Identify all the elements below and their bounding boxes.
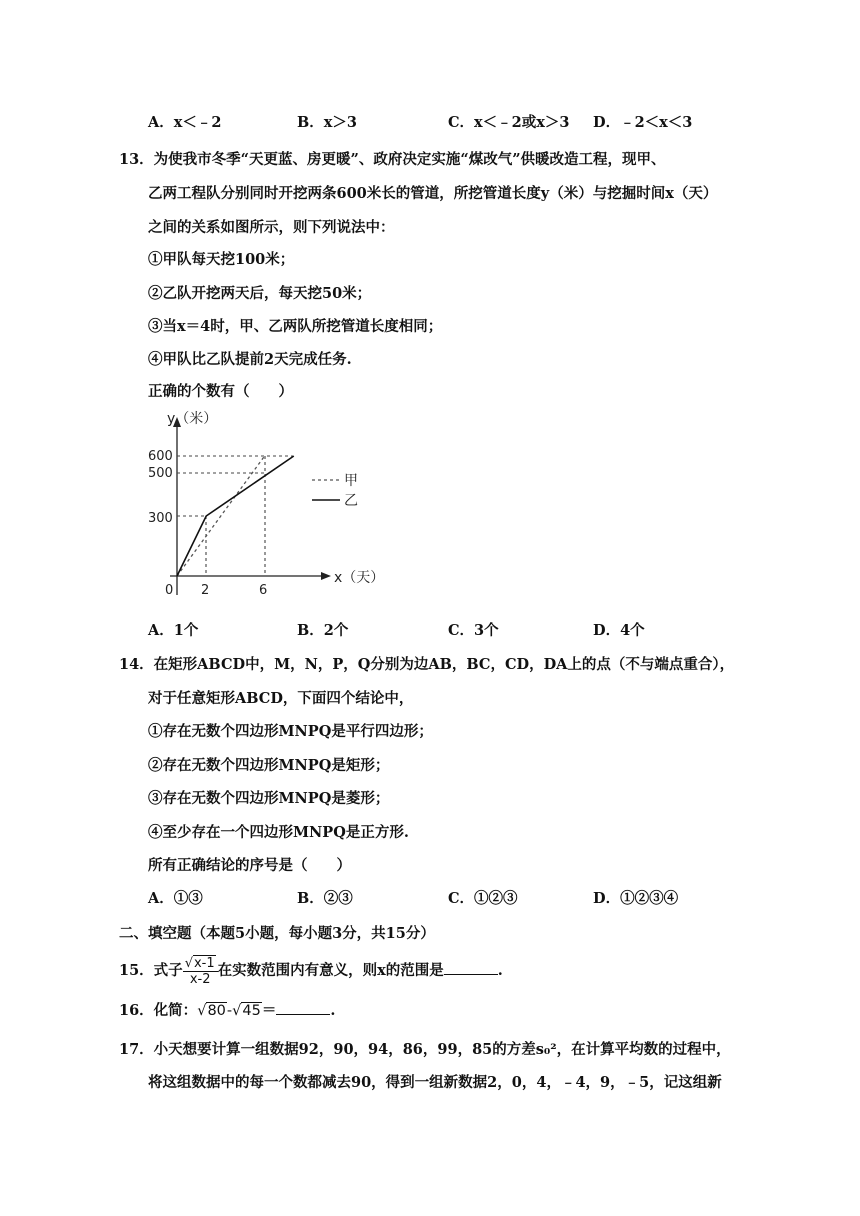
q13-ask: 正确的个数有（ ） (148, 383, 293, 400)
q15-end: . (497, 962, 503, 979)
q14-ask: 所有正确结论的序号是（ ） (148, 857, 351, 874)
q16-equals: ＝ (261, 1002, 277, 1019)
q16-radicand-b: 45 (242, 1003, 261, 1019)
q13-graph (140, 405, 400, 605)
q15-numerator: x-1 (193, 955, 215, 971)
graph-origin: 0 (165, 583, 174, 598)
q14-stem-line1: 14．在矩形ABCD中，M，N，P，Q分别为边AB，BC，CD，DA上的点（不与端点重合）， (119, 656, 735, 673)
legend-jia-label: 甲 (344, 473, 358, 489)
graph-ytick-300: 300 (148, 511, 173, 526)
q13-stem-line2: 乙两工程队分别同时开挖两条600米长的管道，所挖管道长度y（米）与挖掘时间x（天） (148, 185, 718, 202)
q13-option-a: A．1个 (148, 622, 199, 639)
q13-statement-3: ③当x＝4时，甲、乙两队所挖管道长度相同； (148, 318, 443, 335)
graph-xtick-6: 6 (259, 583, 268, 598)
q14-statement-1: ①存在无数个四边形MNPQ是平行四边形； (148, 723, 433, 740)
q13-statement-4: ④甲队比乙队提前2天完成任务. (148, 351, 352, 368)
q13-statement-1: ①甲队每天挖100米； (148, 251, 295, 268)
q15-text: 在实数范围内有意义，则x的范围是 (217, 962, 444, 979)
graph-ytick-500: 500 (148, 466, 173, 481)
q13-option-b: B．2个 (297, 622, 349, 639)
q15-answer-blank (444, 960, 498, 975)
q15-prefix: 15．式子 (119, 962, 183, 979)
q15-fraction: $\frac{√x-1}{x-2}$ (183, 956, 218, 987)
q16-minus: - (226, 1003, 233, 1019)
q17-stem-line1: 17．小天想要计算一组数据92，90，94，86，99，85的方差s₀²，在计算平均数的过程中， (119, 1041, 731, 1058)
legend-yi-label: 乙 (344, 493, 358, 509)
q12-option-a: A．x＜﹣2 (148, 114, 222, 131)
q13-option-c: C．3个 (448, 622, 499, 639)
section-fill-in-title: 二、填空题（本题5小题，每小题3分，共15分） (119, 925, 435, 942)
q16-prefix: 16．化简： (119, 1002, 198, 1019)
q14-statement-3: ③存在无数个四边形MNPQ是菱形； (148, 790, 390, 807)
graph-x-label: x（天） (334, 570, 385, 586)
q13-stem-line1: 13．为使我市冬季“天更蓝、房更暖”、政府决定实施“煤改气”供暖改造工程，现甲、 (119, 151, 666, 168)
q15-line (119, 953, 503, 989)
q17-stem-line2: 将这组数据中的每一个数都减去90，得到一组新数据2，0，4，﹣4，9，﹣5，记这组新 (148, 1074, 722, 1091)
q14-option-d: D．①②③④ (593, 890, 679, 907)
q14-option-b: B．②③ (297, 890, 353, 907)
graph-ytick-600: 600 (148, 449, 173, 464)
q12-option-c: C．x＜﹣2或x＞3 (448, 114, 570, 131)
q14-statement-2: ②存在无数个四边形MNPQ是矩形； (148, 757, 390, 774)
q14-statement-4: ④至少存在一个四边形MNPQ是正方形. (148, 824, 409, 841)
q15-denominator: x-2 (189, 971, 211, 987)
q12-option-b: B．x＞3 (297, 114, 357, 131)
q14-option-c: C．①②③ (448, 890, 518, 907)
q13-stem-line3: 之间的关系如图所示，则下列说法中： (148, 219, 395, 236)
q16-radicand-a: 80 (207, 1003, 226, 1019)
graph-xtick-2: 2 (201, 583, 210, 598)
q14-stem-line2: 对于任意矩形ABCD，下面四个结论中， (148, 690, 414, 707)
q13-statement-2: ②乙队开挖两天后，每天挖50米； (148, 285, 372, 302)
q16-end: . (330, 1002, 336, 1019)
q16-line: 16．化简：√80-√45＝ . (119, 1002, 336, 1019)
graph-guides (177, 456, 293, 576)
graph-y-label: y（米） (167, 411, 218, 427)
q13-option-d: D．4个 (593, 622, 645, 639)
q16-answer-blank (276, 1000, 330, 1015)
series-yi-line (177, 456, 294, 576)
q14-option-a: A．①③ (148, 890, 203, 907)
q12-option-d: D．﹣2＜x＜3 (593, 114, 693, 131)
